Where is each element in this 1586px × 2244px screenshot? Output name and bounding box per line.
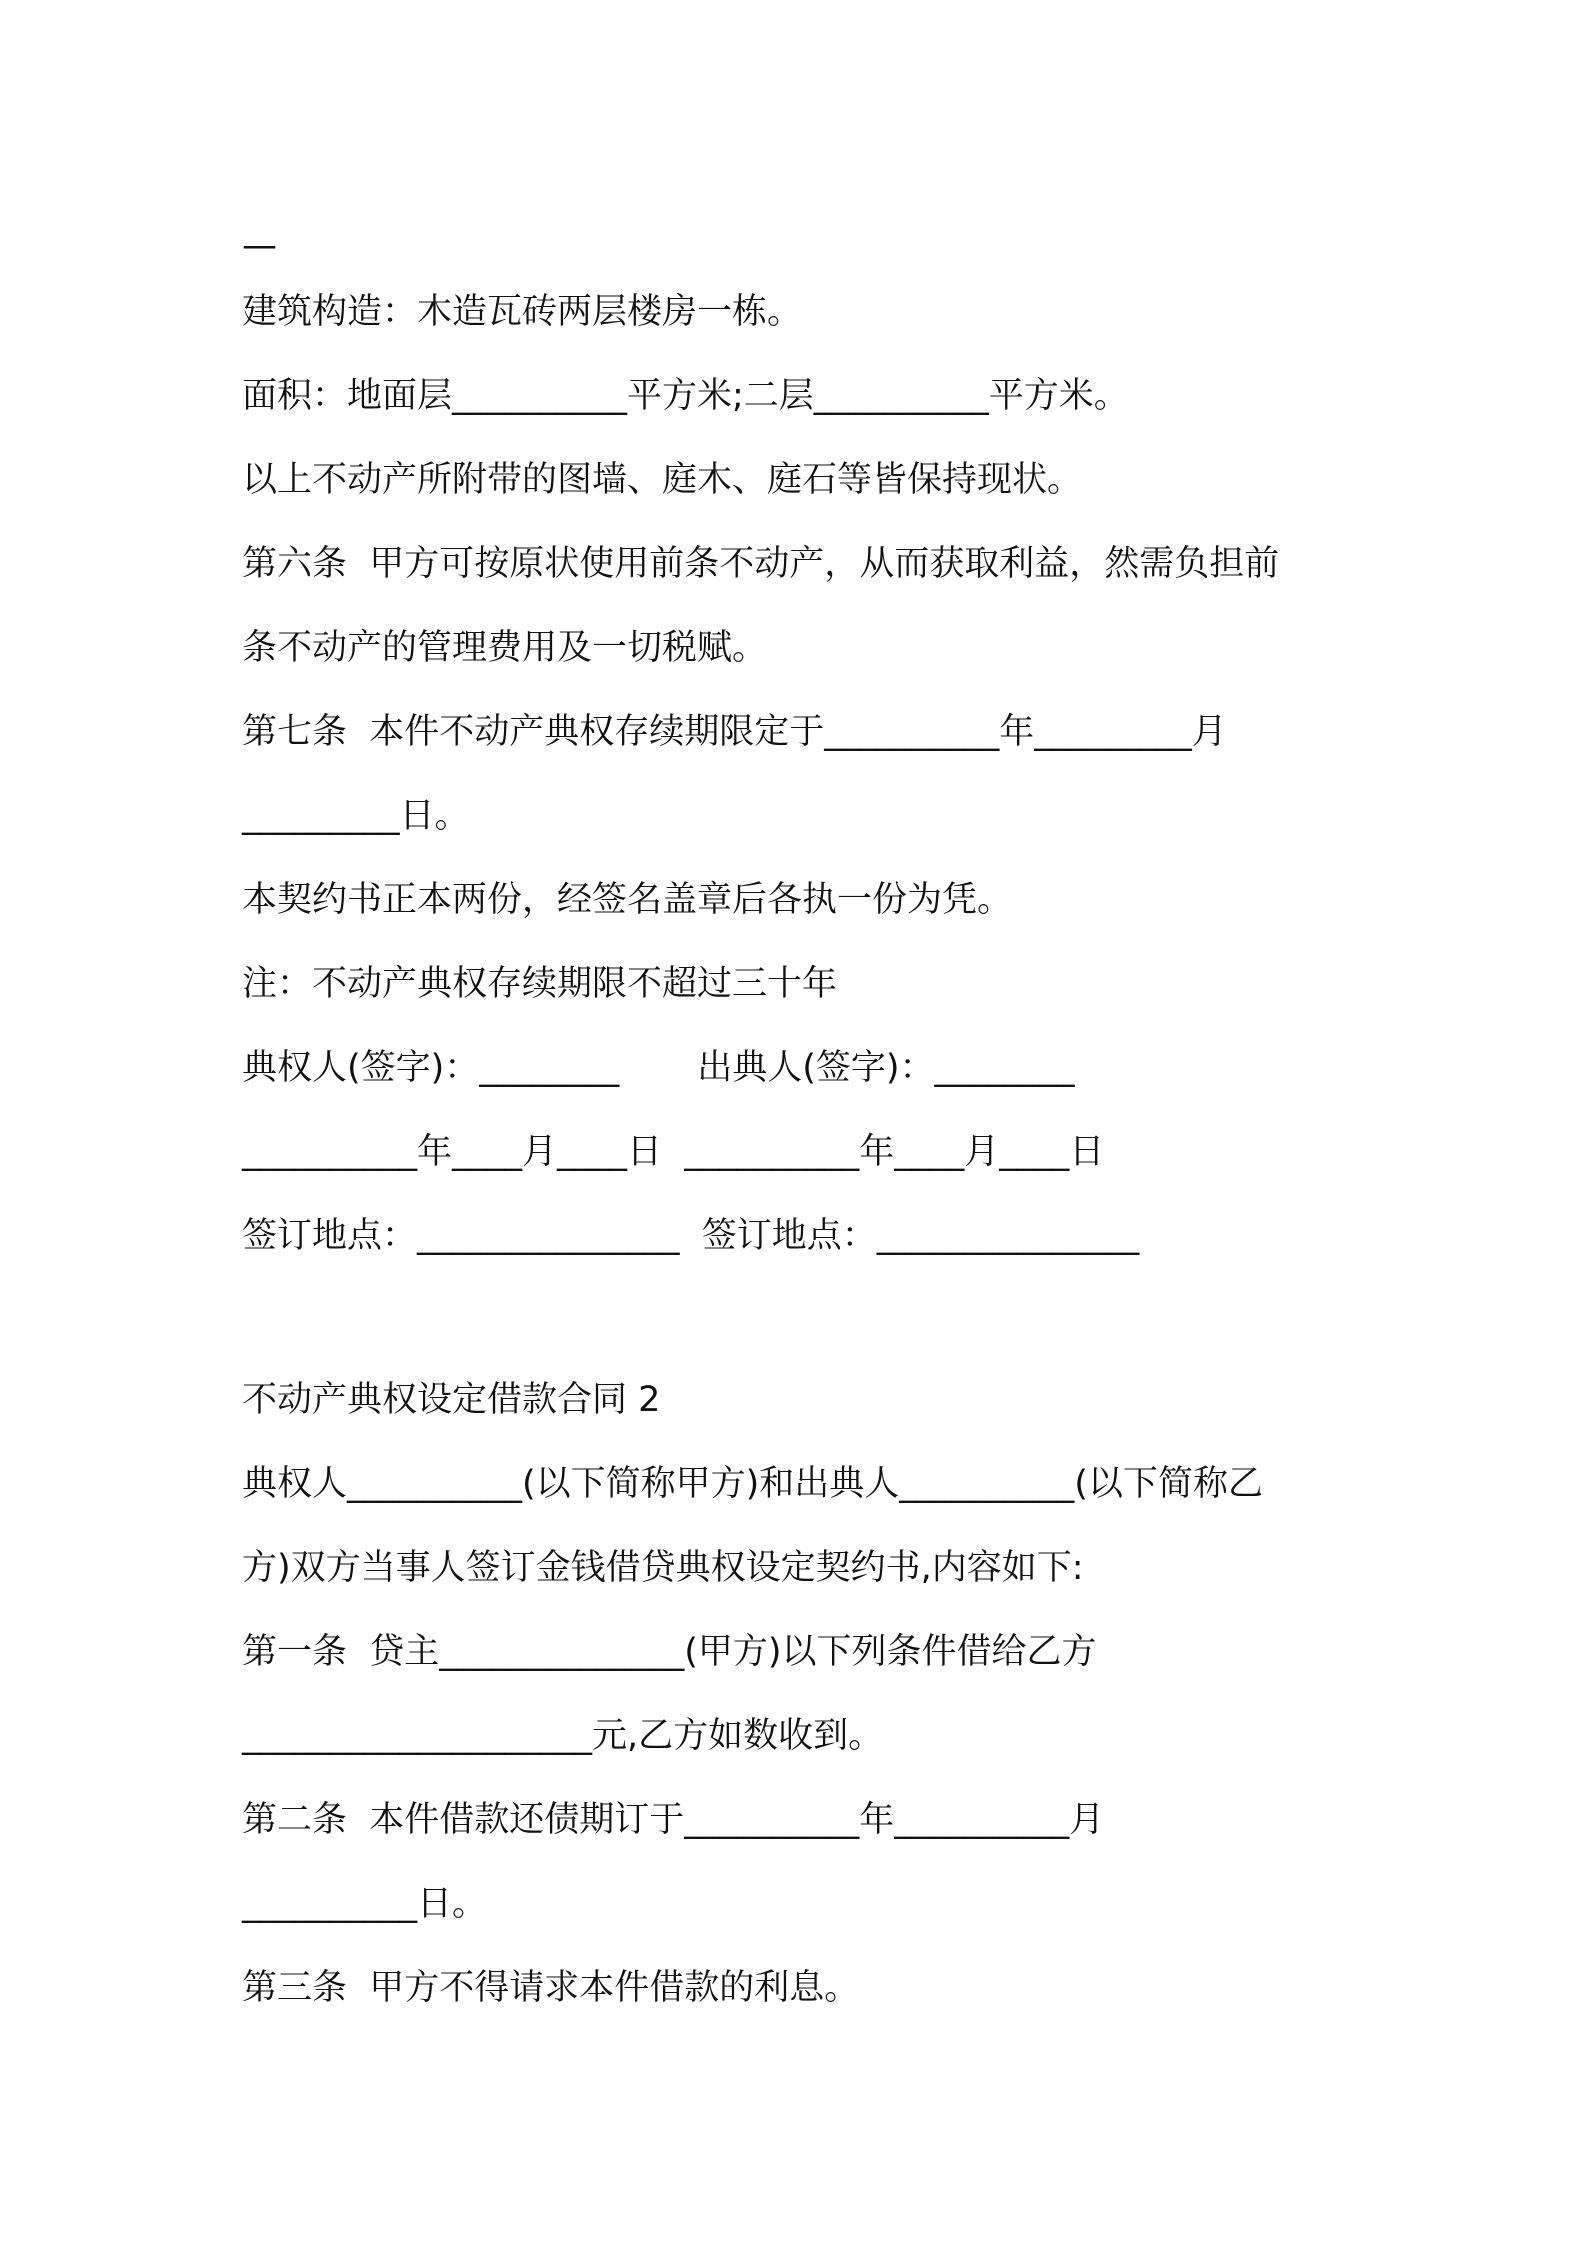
text-line-note: 注：不动产典权存续期限不超过三十年	[242, 964, 838, 1004]
text-line-dash: —	[242, 226, 277, 266]
text-line-article-2-cont: __________日。	[242, 1884, 488, 1924]
text-line-parties: 典权人__________(以下简称甲方)和出典人__________(以下简称乙	[242, 1464, 1263, 1504]
text-line-signing-place: 签订地点：_______________ 签订地点：_______________	[242, 1216, 1140, 1256]
text-line-article-2: 第二条 本件借款还债期订于__________年__________月	[242, 1800, 1105, 1840]
text-line-signatures: 典权人(签字)：________ 出典人(签字)：________	[242, 1048, 1075, 1088]
text-line-parties-cont: 方)双方当事人签订金钱借贷典权设定契约书,内容如下:	[242, 1548, 1084, 1588]
text-line-article-6-cont: 条不动产的管理费用及一切税赋。	[242, 628, 768, 668]
text-line-copies: 本契约书正本两份，经签名盖章后各执一份为凭。	[242, 880, 1013, 920]
text-line-article-7-cont: _________日。	[242, 796, 470, 836]
text-line-area: 面积：地面层__________平方米;二层__________平方米。	[242, 376, 1129, 416]
text-line-article-1-cont: ____________________元,乙方如数收到。	[242, 1716, 884, 1756]
text-line-dates: __________年____月____日 __________年____月____日	[242, 1132, 1105, 1172]
text-line-article-1: 第一条 贷主______________(甲方)以下列条件借给乙方	[242, 1632, 1097, 1672]
text-line-fixtures: 以上不动产所附带的图墙、庭木、庭石等皆保持现状。	[242, 460, 1083, 500]
text-line-building-structure: 建筑构造：木造瓦砖两层楼房一栋。	[242, 292, 803, 332]
text-line-article-7: 第七条 本件不动产典权存续期限定于__________年_________月	[242, 712, 1227, 752]
text-line-article-6: 第六条 甲方可按原状使用前条不动产，从而获取利益，然需负担前	[242, 544, 1280, 584]
text-line-article-3: 第三条 甲方不得请求本件借款的利息。	[242, 1968, 860, 2008]
section-title: 不动产典权设定借款合同 2	[242, 1380, 661, 1420]
